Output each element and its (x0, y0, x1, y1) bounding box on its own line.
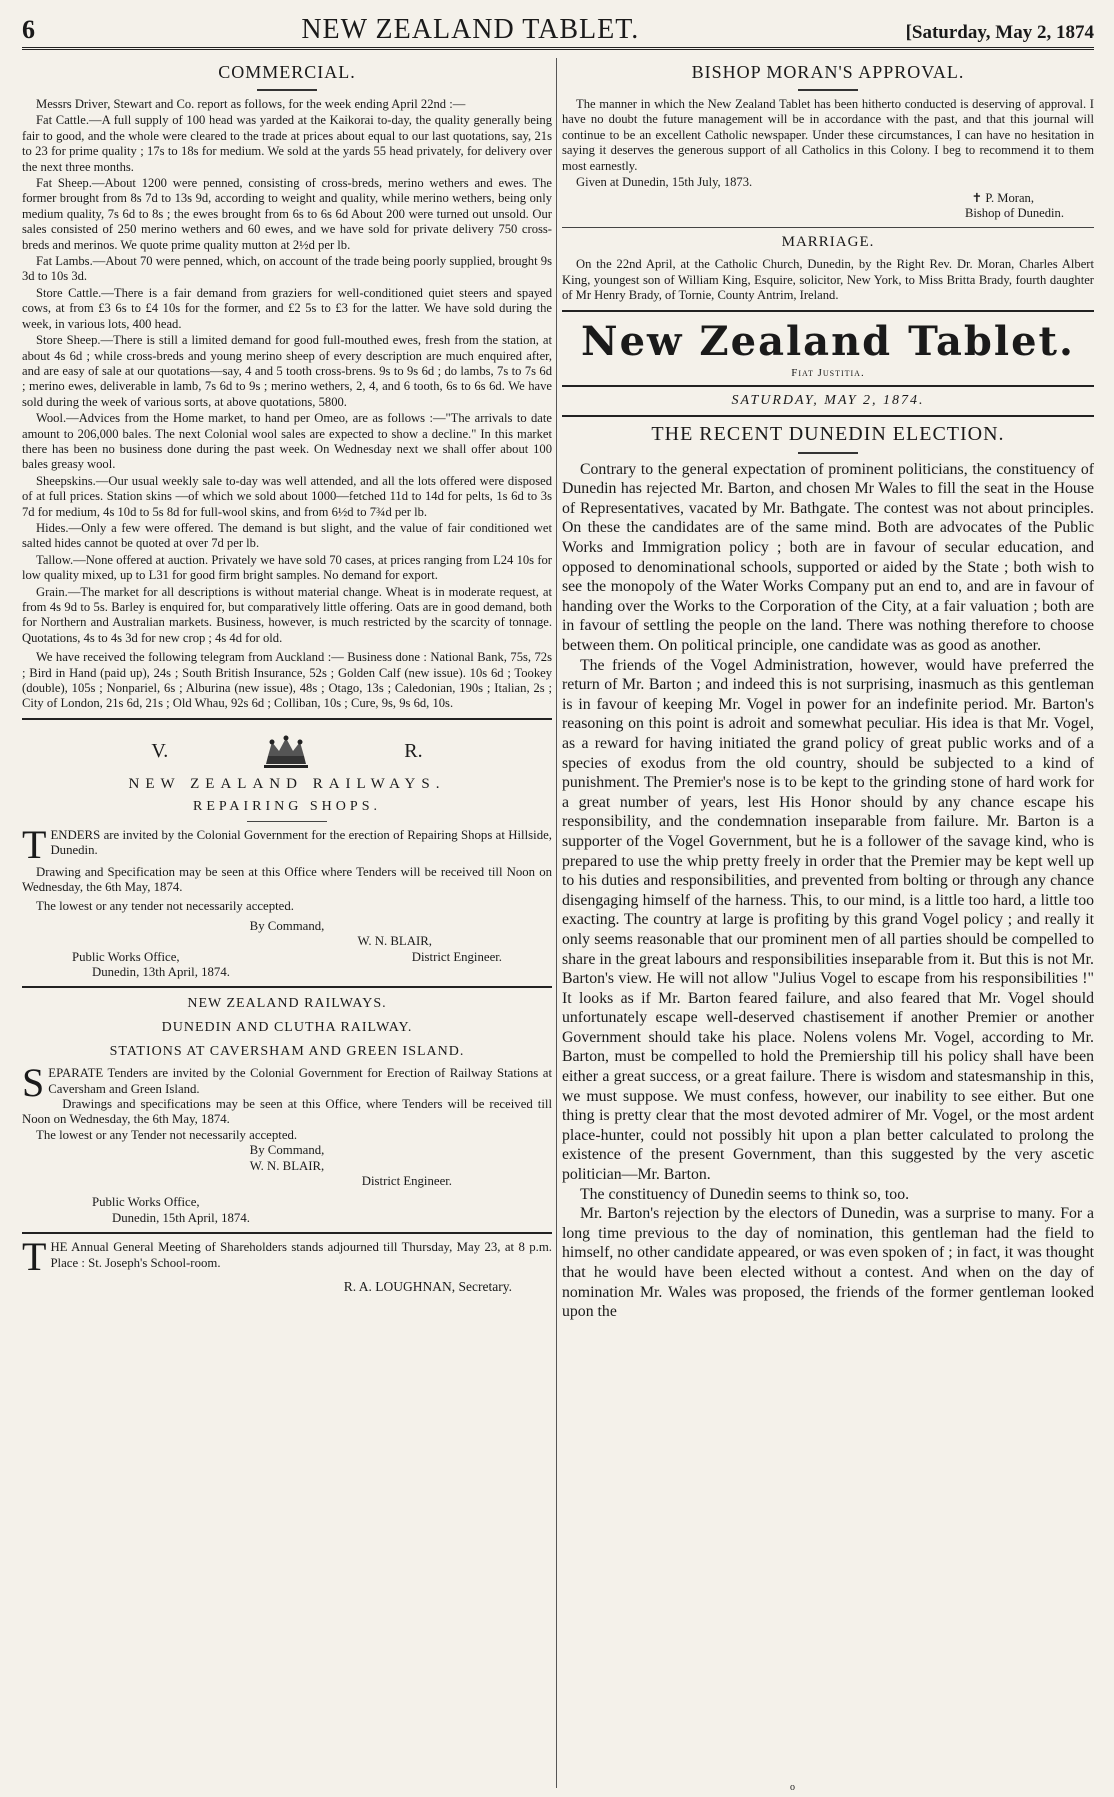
left-column (22, 60, 552, 1294)
section-rule (562, 415, 1094, 417)
article-heading: THE RECENT DUNEDIN ELECTION. (651, 422, 1005, 445)
ad-rule (247, 821, 327, 822)
marriage-text: On the 22nd April, at the Catholic Church, Dunedin, by the Right Rev. Dr. Moran, Charles Albert King, youngest son of William King, Esquire, solicitor, New York, to Miss Britta Brady, fourth daughter of Mr Henry Brady, of Tornie, County Antrim, Ireland. (562, 257, 1094, 303)
ad-role: District Engineer. (361, 1173, 452, 1188)
ad-signer: R. A. LOUGHNAN, Secretary. (343, 1278, 512, 1294)
commercial-paragraph: Wool.—Advices from the Home market, to hand per Omeo, are as follows :—"The arrivals to date amount to 206,000 bales. The next Colonial wool sales are expected to show a decline." In this market there has been no business done during the past week. On Wednesday next we shall offer about 100 bales greasy wool. (22, 411, 552, 472)
heading-rule (798, 89, 858, 91)
ad-place-date: Dunedin, 13th April, 1874. (92, 964, 230, 979)
ad-title: NEW ZEALAND RAILWAYS. (187, 996, 387, 1012)
commercial-paragraph: Fat Lambs.—About 70 were penned, which, on account of the trade being poorly supplied, brought 9s 3d to 10s 3d. (22, 254, 552, 284)
dropcap: S (22, 1060, 45, 1106)
ad-lead: EPARATE Tenders are invited by the Colonial Government for Erection of Railway Stations at Caversham and Green Island. (48, 1066, 552, 1096)
commercial-paragraph: Sheepskins.—Our usual weekly sale to-day was well attended, and all the lots offered were disposed of at full prices. Station skins —of which we sold about 1000—fetched 11d to 14d for pelts, 1s 6d to 3s 7d for medium, 4s 10d to 5s 8d for full-wool skins, and from 6½d to 7¾d per lb. (22, 473, 552, 519)
commercial-paragraph: Tallow.—None offered at auction. Privately we have sold 70 cases, at prices ranging from L24 10s for low quality mixed, up to L31 for good firm bright samples. No demand for export. (22, 552, 552, 583)
section-rule (562, 385, 1094, 387)
ad-stations: STATIONS AT CAVERSHAM AND GREEN ISLAND. (109, 1044, 465, 1060)
ad-by-command: By Command, (249, 918, 325, 933)
ad-office-row (22, 950, 552, 965)
ad-lead: ENDERS are invited by the Colonial Government for the erection of Repairing Shops at Hillside, Dunedin. (50, 827, 552, 858)
issue-date: [Saturday, May 2, 1874 (905, 22, 1094, 43)
ad-signer: W. N. BLAIR, (249, 1158, 325, 1173)
commercial-paragraph: Grain.—The market for all descriptions is without material change. Wheat is in moderate request, at from 4s 9d to 5s. Barley is enquired for, but comparatively little offering. Oats are in good demand, both for Northern and Australian markets. Business, however, is much restricted by the scarcity of tonnage. Quotations, 4s to 4s 3d for new crop ; 4s 4d for old. (22, 584, 552, 645)
ad-line: DUNEDIN AND CLUTHA RAILWAY. (161, 1020, 413, 1036)
article-paragraph: Contrary to the general expectation of prominent politicians, the constituency of Dunedin has rejected Mr. Barton, and chosen Mr Wales to fill the seat in the House of Representatives, vacated by Mr. Bathgate. The contest was not about principles. On these the candidates are of the same mind. Both are advocates of the Public Works and Immigration policy ; both are in favour of secular education, and opposed to denominational schools, supported or aided by the State ; both wish to see the monopoly of the Water Works Company put an end to, and are in favour of handing over the Works to the Corporation of the City, at a fair valuation ; both are in favour of settling the people on the land. There was nothing therefore to choose between them. On political principle, one candidate was as good as another. (562, 460, 1094, 654)
dropcap: T (22, 1234, 47, 1280)
article-paragraph: Mr. Barton's rejection by the electors of Dunedin, was a surprise to many. For a long time previous to the day of nomination, this gentleman had the field to himself, no other candidate appeared, or was even spoken of ; in fact, it was thought that he would have been elected without a contest. And when on the day of nomination Mr. Wales was proposed, the friends of the former gentleman looked upon the (562, 1205, 1094, 1321)
railways-repairing-ad (22, 734, 552, 980)
section-rule (22, 1232, 552, 1234)
paper-title: New Zealand Tablet. (581, 317, 1075, 365)
page-number: 6 (22, 15, 35, 44)
ad-signer: W. N. BLAIR, (357, 934, 432, 949)
royal-cipher (22, 734, 552, 770)
column-divider (556, 58, 557, 1788)
commercial-paragraph: We have received the following telegram from Auckland :— Business done : National Bank, 75s, 72s ; Bird in Hand (paid up), 24s ; South British Insurance, 52s ; Golden Calf (new issue). 10s 6d ; Tookey (double), 105s ; Nonpariel, 6s ; Alburina (new issue), 48s ; Otago, 13s ; Caledonian, 190s ; Italian, 2s ; City of London, 21s 6d, 21s ; Old Whau, 92s 6d ; Colliban, 10s ; Cure, 9s, 9s 6d, 10s. (22, 650, 552, 711)
commercial-heading: COMMERCIAL. (218, 62, 356, 82)
cipher-r: R. (404, 740, 423, 763)
cipher-v: V. (151, 740, 169, 763)
ad-lowest: The lowest or any tender not necessarily accepted. (36, 899, 294, 914)
page-mark: o (790, 1782, 795, 1793)
ad-drawing: Drawing and Specification may be seen at this Office where Tenders will be received till Noon on Wednesday, the 6th May, 1874. (22, 864, 552, 895)
approval-text: The manner in which the New Zealand Tablet has been hitherto conducted is deserving of approval. I have no doubt the future management will be in accordance with the past, and that this journal will continue to be an excellent Catholic newspaper. Under these circumstances, I can have no hesitation in saying it deserves the generous support of all Catholics in this Colony. I beg to recommend it to them most earnestly. (562, 97, 1094, 173)
newspaper-title: NEW ZEALAND TABLET. (301, 14, 640, 45)
ad-by-command: By Command, (249, 1143, 325, 1158)
commercial-paragraph: Fat Cattle.—A full supply of 100 head was yarded at the Kaikorai to-day, the quality generally being fair to good, and the whole were cleared to the trade at prices about equal to our last quotations, say, 21s to 23 for prime quality ; 17s to 18s for medium. We sold at the yards 55 head privately, for delivery over the next three months. (22, 113, 552, 174)
crown-crest-icon (258, 734, 314, 770)
masthead (22, 14, 1094, 50)
ad-place-date: Dunedin, 15th April, 1874. (112, 1210, 250, 1225)
heading-rule (798, 452, 858, 454)
marriage-heading: MARRIAGE. (781, 234, 875, 251)
ad-role: District Engineer. (411, 949, 502, 964)
paper-dateline: SATURDAY, MAY 2, 1874. (731, 392, 925, 408)
approval-given: Given at Dunedin, 15th July, 1873. (576, 175, 753, 190)
approval-heading: BISHOP MORAN'S APPROVAL. (691, 62, 965, 82)
meeting-ad (22, 1234, 552, 1294)
commercial-paragraph: Fat Sheep.—About 1200 were penned, consisting of cross-breds, merino wethers and ewes. The former brought from 8s 7d to 13s 9d, according to weight and quality, while merino wethers, being only medium quality, 7s 6d to 8s ; the ewes brought from 6s to 6s 6d About 200 were turned out unsold. Our sales consisted of 250 merino wethers and 60 ewes, and we have sold for private delivery 750 cross-breds and merinos. We quote prime quality mutton at 2½d per lb. (22, 176, 552, 252)
ad-subtitle: REPAIRING SHOPS. (193, 798, 381, 814)
commercial-paragraph: Hides.—Only a few were offered. The demand is but slight, and the value of fair conditioned wet salted hides cannot be quoted at over 7d per lb. (22, 520, 552, 551)
paper-motto: Fiat Justitia. (791, 366, 865, 379)
section-rule (562, 227, 1094, 228)
ad-office: Public Works Office, (72, 949, 180, 964)
ad-title: NEW ZEALAND RAILWAYS. (128, 775, 446, 792)
clutha-railway-ad (22, 996, 552, 1226)
right-column (562, 60, 1094, 1322)
section-rule (562, 310, 1094, 312)
dropcap: T (22, 821, 47, 867)
ad-lowest: The lowest or any Tender not necessarily accepted. (36, 1127, 298, 1142)
ad-drawing: Drawings and specifications may be seen at this Office, where Tenders will be received till Noon on Wednesday, the 6th May, 1874. (22, 1096, 552, 1127)
ad-text: HE Annual General Meeting of Shareholders stands adjourned till Thursday, May 23, at 8 p.m. Place : St. Joseph's School-room. (50, 1240, 552, 1270)
commercial-paragraph: Store Sheep.—There is still a limited demand for good full-mouthed ewes, fresh from the station, at about 4s 6d ; while cross-breds and young merino sheep of every description are much enquired after, and are easy of sale at our quotations—say, 4 and 5 tooth cross-brens. 9s to 9s 6d ; do lambs, 7s to 7s 6d ; merino ewes, deliverable in lamb, 7s 6d to 9s ; merino wethers, 2, 4, and 6 tooth, 6s to 6s 6d. We have sold during the week of various sorts, at above quotations, 5800. (22, 333, 552, 409)
ad-office: Public Works Office, (92, 1195, 200, 1210)
approval-role: Bishop of Dunedin. (965, 206, 1064, 221)
article-paragraph: The friends of the Vogel Administration, however, would have preferred the return of Mr. Barton ; and indeed this is not surprising, inasmuch as this gentleman is in favour of keeping Mr. Vogel in power for an indefinite period. Mr. Barton's reasoning on this point is adroit and somewhat peculiar. His idea is that Mr. Vogel, as a reward for having initiated the grand policy of great public works and of a species of exodus from the old country, should be subjected to a kind of punishment. The Premier's nose is to be kept to the grinding stone of hard work for a great number of years, lest His Honor should by any chance escape his responsibility, and the condemnation inseparable from failure. Mr. Barton is a supporter of the Vogel Government, but he is a follower of the savage kind, who is prepared to use the whip pretty freely in order that the Premier may be kept well up to his duties and responsibilities, and prevented from bolting or through any chance disengaging himself of the harness. This, to our mind, is a little too hard, a little too exacting. The country at large is profiting by this grand Vogel policy ; and really it only seems reasonable that our prominent men of all parties should be compelled to share in the great labours and responsibilities inseparable from it. But this is not Mr. Barton's view. He will not allow "Julius Vogel to escape from his responsibilities !" It looks as if Mr. Barton feared failure, and also feared that Mr. Vogel should unfortunately escape well-deserved chastisement if another Premier or another Government should take his place. Nolens volens Mr. Vogel, according to Mr. Barton, must be compelled to hold the Premiership till his policy shall have been either a great success, or a great failure. There is wisdom and statesmanship in this, we must suppose. We must confess, however, our inability to see either. But one thing is pretty clear that the most devoted admirer of Mr. Vogel, or the most ardent place-hunter, could not possibly hit upon a plan better calculated to prolong the existence of the present Government, than this suggested by the very ascetic politician—Mr. Barton. (562, 656, 1094, 1184)
heading-rule (257, 89, 317, 91)
commercial-paragraph: Messrs Driver, Stewart and Co. report as follows, for the week ending April 22nd :— (36, 97, 466, 111)
article-paragraph: The constituency of Dunedin seems to think so, too. (580, 1185, 910, 1203)
commercial-paragraph: Store Cattle.—There is a fair demand from graziers for well-conditioned quiet steers and spayed cows, at from £3 6s to £4 10s for the former, and £2 5s to £3 for the latter. We have sold during the week, in various lots, 400 head. (22, 285, 552, 331)
approval-signer: ✝ P. Moran, (971, 191, 1034, 206)
section-rule (22, 718, 552, 720)
section-rule (22, 986, 552, 988)
